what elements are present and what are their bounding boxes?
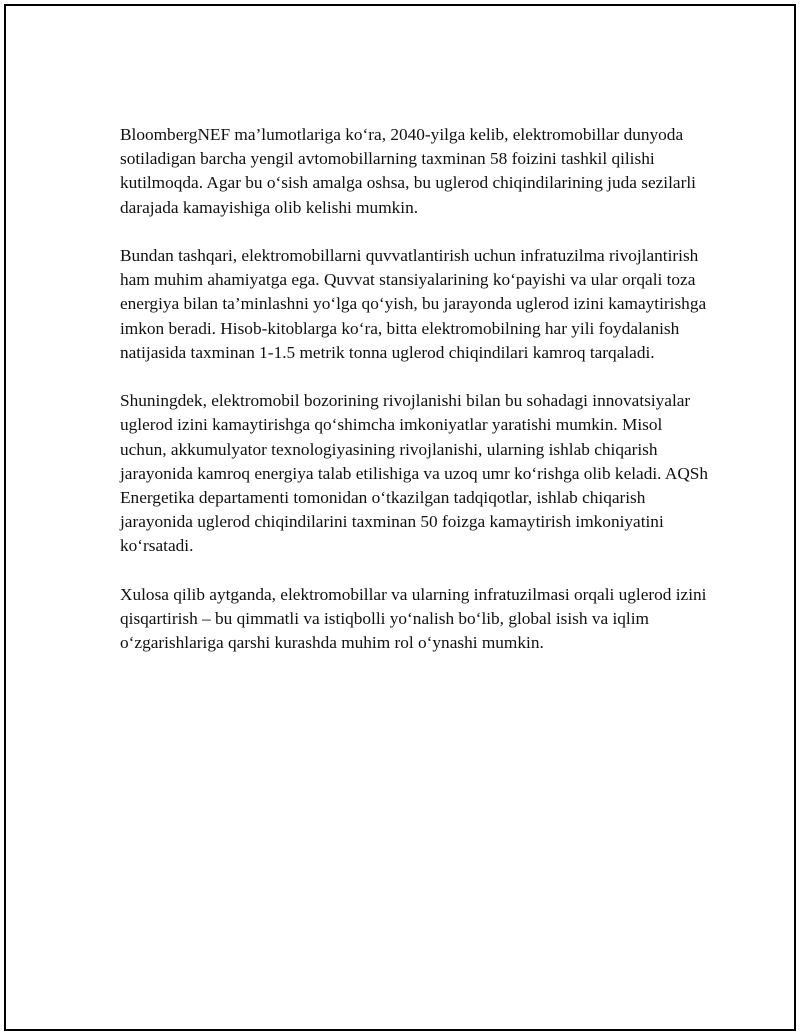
paragraph-4: Xulosa qilib aytganda, elektromobillar va ularning infratuzilmasi orqali uglerod izini qisqartirish – bu qimmatli va istiqbolli yo‘nalish bo‘lib, global isish va iqlim o‘zgarishlariga qarshi kurashda muhim rol o‘ynashi mumkin. — [120, 584, 707, 653]
paragraph-2: Bundan tashqari, elektromobillarni quvvatlantirish uchun infratuzilma rivojlantirish ham muhim ahamiyatga ega. Quvvat stansiyalarining ko‘payishi va ular orqali toza energiya bilan ta’minlashni yo‘lga qo‘yish, bu jarayonda uglerod izini kamaytirishga imkon beradi. Hisob-kitoblarga ko‘ra, bitta elektromobilning har yili foydalanish natijasida taxminan 1-1.5 metrik tonna uglerod chiqindilari kamroq tarqaladi. — [120, 246, 707, 362]
paragraph-3: Shuningdek, elektromobil bozorining rivojlanishi bilan bu sohadagi innovatsiyalar uglerod izini kamaytirishga qo‘shimcha imkoniyatlar yaratishi mumkin. Misol uchun, akkumulyator texnologiyasining rivojlanishi, ularning ishlab chiqarish jarayonida kamroq energiya talab etilishiga va uzoq umr ko‘rishga olib keladi. AQSh Energetika departamenti tomonidan o‘tkazilgan tadqiqotlar, ishlab chiqarish jarayonida uglerod chiqindilarini taxminan 50 foizga kamaytirish imkoniyatini ko‘rsatadi. — [120, 391, 709, 556]
document-body — [120, 123, 710, 680]
paragraph-1: BloombergNEF ma’lumotlariga ko‘ra, 2040-yilga kelib, elektromobillar dunyoda sotiladigan barcha yengil avtomobillarning taxminan 58 foizini tashkil qilishi kutilmoqda. Agar bu o‘sish amalga oshsa, bu uglerod chiqindilarining juda sezilarli darajada kamayishiga olib kelishi mumkin. — [120, 125, 696, 217]
document-page — [4, 4, 796, 1031]
